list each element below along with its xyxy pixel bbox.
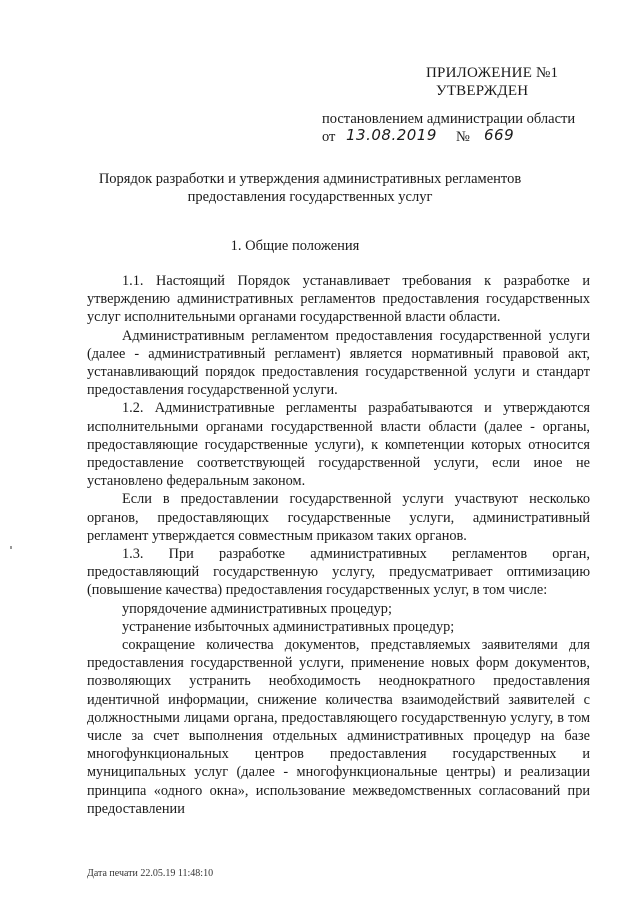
paragraph-1-1: 1.1. Настоящий Порядок устанавливает требования к разработке и утверждению административных регламентов предоставления государственных услуг исполнительными органами государственной власти области.	[87, 273, 590, 326]
paragraph-joint-order: Если в предоставлении государственной услуги участвуют несколько органов, предоставляющих государственные услуги, административный регламент утверждается совместным приказом таких органов.	[87, 491, 590, 544]
appendix-label: ПРИЛОЖЕНИЕ №1	[426, 65, 559, 81]
approval-stamp	[318, 64, 608, 148]
document-body	[87, 272, 590, 818]
approved-label: УТВЕРЖДЕН	[436, 83, 529, 99]
handwritten-date: 13.08.2019	[346, 126, 437, 144]
scan-mark	[10, 546, 12, 549]
handwritten-number: 669	[484, 126, 515, 144]
paragraph-definition: Административным регламентом предоставления государственной услуги (далее - административный регламент) является нормативный правовой акт, устанавливающий порядок предоставления государственной услуги и стандарт предоставления государственной услуги.	[87, 327, 590, 399]
paragraph-1-2: 1.2. Административные регламенты разрабатываются и утверждаются исполнительными органами государственной власти области (далее - органы, предоставляющие государственные услуги), к компетенции которых относится предоставление соответствующей государственной услуги, если иное не установлено федеральным законом.	[87, 400, 590, 490]
date-number-line	[318, 128, 608, 148]
number-label: №	[456, 129, 470, 145]
list-item-reduction: сокращение количества документов, представляемых заявителями для предоставления государственной услуги, применение новых форм документов, позволяющих устранить необходимость неоднократного предоставления идентичной информации, снижение количества взаимодействий заявителей с должностными лицами органа, предоставляющего государственную услугу, в том числе за счет выполнения отдельных административных процедур на базе многофункциональных центров предоставления государственных и муниципальных услуг (далее - многофункциональные центры) и реализации принципа «одного окна», использование межведомственных согласований при предоставлении	[87, 637, 590, 817]
list-item-ordering: упорядочение административных процедур;	[122, 600, 392, 617]
from-label: от	[322, 129, 336, 145]
title-line-1: Порядок разработки и утверждения административных регламентов	[98, 171, 522, 187]
list-item-elimination: устранение избыточных административных процедур;	[122, 618, 455, 635]
resolution-label: постановлением администрации области	[322, 111, 576, 127]
document-title	[60, 170, 560, 206]
title-line-2: предоставления государственных услуг	[187, 189, 433, 205]
section-heading: 1. Общие положения	[230, 238, 360, 254]
paragraph-1-3: 1.3. При разработке административных регламентов орган, предоставляющий государственную услугу, предусматривает оптимизацию (повышение качества) предоставления государственных услуг, в том числе:	[87, 546, 590, 599]
print-date-footer: Дата печати 22.05.19 11:48:10	[87, 868, 214, 879]
